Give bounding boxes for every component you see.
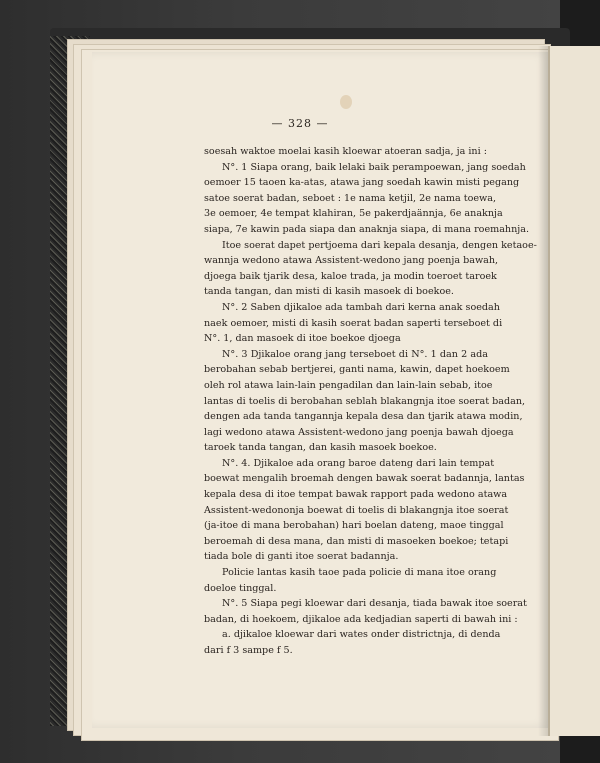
text-line: doeloe tinggal. [204,582,277,594]
text-line: kepala desa di itoe tempat bawak rapport pada wedono atawa [204,489,508,501]
text-line: taroek tanda tangan, dan kasih masoek boekoe. [204,442,437,454]
text-line: N°. 1 Siapa orang, baik lelaki baik perampoewan, jang soedah [222,161,526,173]
text-line: siapa, 7e kawin pada siapa dan anaknja siapa, di mana roemahnja. [204,223,530,235]
text-line: badan, di hoekoem, djikaloe ada kedjadian saperti di bawah ini : [204,613,518,625]
text-line: wannja wedono atawa Assistent-wedono jang poenja bawah, [204,255,499,267]
text-line: lantas di toelis di berobahan seblah blakangnja itoe soerat badan, [204,395,526,407]
text-line: Itoe soerat dapet pertjoema dari kepala desanja, dengen ketaoe- [222,239,537,251]
text-line: oleh rol atawa lain-lain pengadilan dan lain-lain sebab, itoe [204,379,493,391]
text-line: beroemah di desa mana, dan misti di masoeken boekoe; tetapi [204,535,509,547]
facing-page-edge [548,46,600,736]
text-line: 3e oemoer, 4e tempat klahiran, 5e pakerdjaännja, 6e anaknja [204,208,503,220]
text-line: satoe soerat badan, seboet : 1e nama ketjil, 2e nama toewa, [204,192,497,204]
page-text-block [204,144,537,659]
text-line: naek oemoer, misti di kasih soerat badan saperti terseboet di [204,317,503,329]
text-line: N°. 2 Saben djikaloe ada tambah dari kerna anak soedah [222,301,500,313]
text-line: N°. 4. Djikaloe ada orang baroe dateng dari lain tempat [222,457,495,469]
text-line: N°. 3 Djikaloe orang jang terseboet di N°. 1 dan 2 ada [222,348,488,360]
text-line: soesah waktoe moelai kasih kloewar atoeran sadja, ja ini : [204,146,487,157]
text-line: a. djikaloe kloewar dari wates onder districtnja, di denda [222,629,501,641]
text-line: tiada bole di ganti itoe soerat badannja. [204,551,399,563]
text-line: berobahan sebab bertjerei, ganti nama, kawin, dapet hoekoem [204,364,510,376]
text-line: (ja-itoe di mana berobahan) hari boelan dateng, maoe tinggal [204,520,504,532]
text-line: oemoer 15 taoen ka-atas, atawa jang soedah kawin misti pegang [204,177,520,189]
text-line: dengen ada tanda tangannja kepala desa dan tjarik atawa modin, [204,411,523,423]
text-line: tanda tangan, dan misti di kasih masoek di boekoe. [204,286,454,298]
text-line: lagi wedono atawa Assistent-wedono jang poenja bawah djoega [204,426,514,438]
text-line: djoega baik tjarik desa, kaloe trada, ja modin toeroet taroek [204,270,497,282]
text-line: dari f 3 sampe f 5. [204,645,293,656]
paper-stain [340,95,352,109]
text-line: boewat mengalih broemah dengen bawak soerat badannja, lantas [204,473,525,485]
text-line: Assistent-wedononja boewat di toelis di blakangnja itoe soerat [204,504,509,516]
text-line: N°. 5 Siapa pegi kloewar dari desanja, tiada bawak itoe soerat [222,598,527,610]
text-line: N°. 1, dan masoek di itoe boekoe djoega [204,333,401,345]
page-number: — 328 — [271,117,329,130]
text-line: Policie lantas kasih taoe pada policie di mana itoe orang [222,567,497,579]
